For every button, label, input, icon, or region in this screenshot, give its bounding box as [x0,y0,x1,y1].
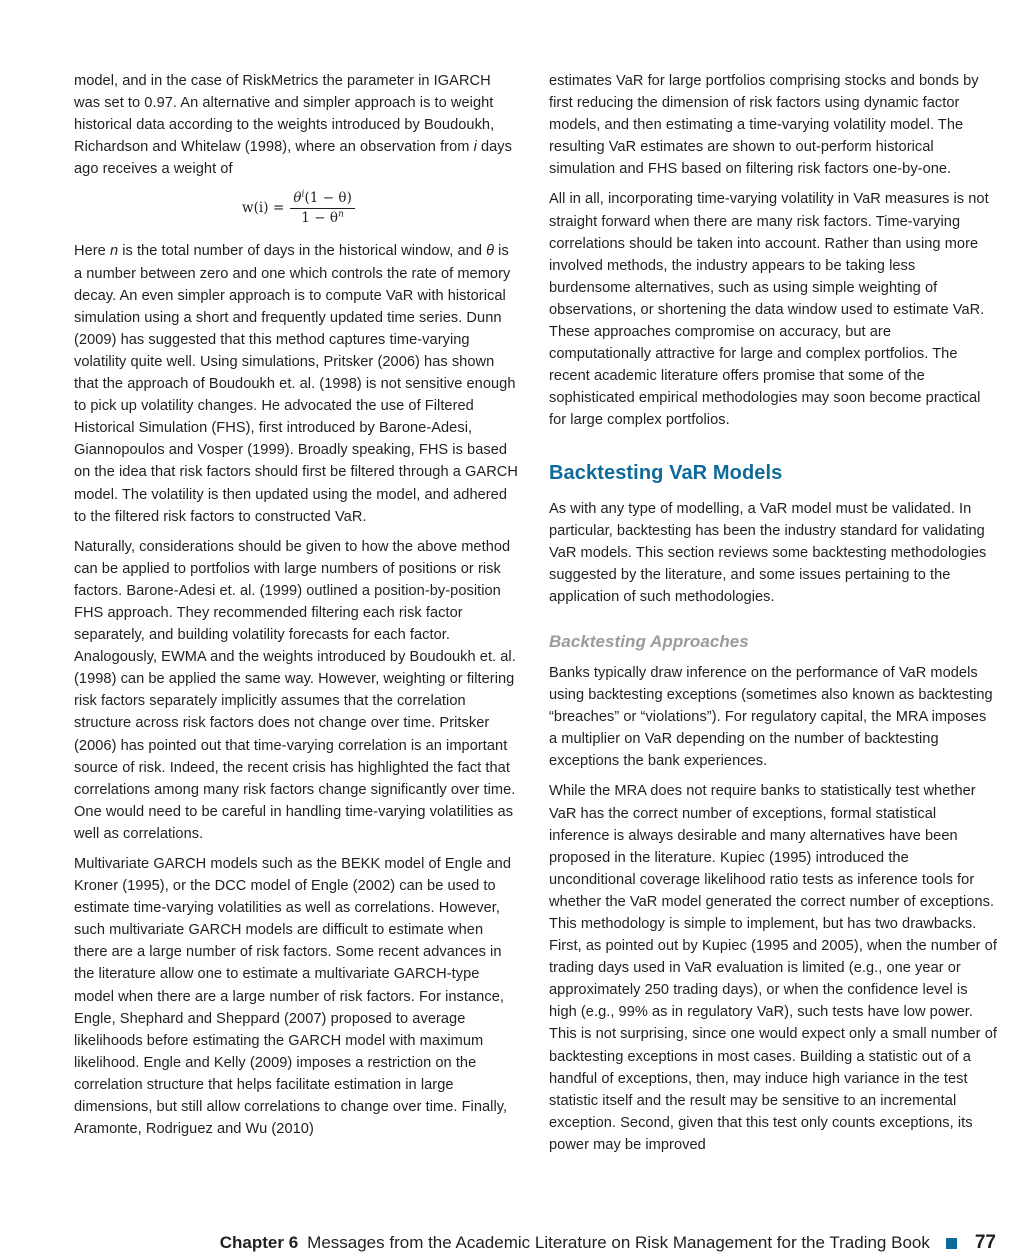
paragraph: All in all, incorporating time-varying volatility in VaR measures is not straight forward when there are many risk factors. Time-varying correlations should be taken into account. Rather than using more involved methods, the industry appears to be taking less burdensome alternatives, such as using simple weighting of observations, or shortening the data window used to estimate VaR. These approaches compromise on accuracy, but are computationally attractive for large and complex portfolios. The recent academic literature offers promise that some of the sophisticated empirical methodologies may soon become practical for large complex portfolios. [549,191,989,429]
chapter-title: Messages from the Academic Literature on Risk Management for the Trading Book [307,1233,930,1252]
paragraph: Multivariate GARCH models such as the BEKK model of Engle and Kroner (1995), or the DCC model of Engle (2002) can be used to estimate time-varying volatilities as well as correlations. However, such multivariate GARCH models are difficult to estimate when there are a large number of risk factors. Some recent advances in the literature allow one to estimate a multivariate GARCH-type model when there are a large number of risk factors. For instance, Engle, Shephard and Sheppard (2007) proposed to average likelihoods before estimating the GARCH model with maximum likelihood. Engle and Kelly (2009) imposes a restriction on the correlation structure that helps facilitate estimation in large dimensions, but still allow correlations to change over time. Finally, Aramonte, Rodriguez and Wu (2010) [74,856,512,1138]
page-footer [170,1232,996,1254]
paragraph: model, and in the case of RiskMetrics the parameter in IGARCH was set to 0.97. An alternative and simpler approach is to weight historical data according to the weights introduced by Boudoukh, Richardson and Whitelaw (1998), where an observation from i days ago receives a weight of [74,73,512,178]
formula-denominator: $1 - \theta^n$ [301,209,344,226]
paragraph: As with any type of modelling, a VaR model must be validated. In particular, backtesting has been the industry standard for validating VaR models. This section reviews some backtesting methodologies suggested by the literature, and some issues pertaining to the application of such methodologies. [549,500,987,605]
subsection-heading: Backtesting Approaches [549,631,749,651]
page-number: 77 [974,1232,996,1253]
formula-numerator: $\theta^i(1 - \theta)$ [290,190,355,209]
chapter-label: Chapter 6 [219,1233,299,1252]
paragraph: Naturally, considerations should be given to how the above method can be applied to portfolios with large numbers of positions or risk factors. Barone-Adesi et. al. (1999) outlined a position-by-position FHS approach. They recommended filtering each risk factor separately, and building volatility forecasts for each factor. Analogously, EWMA and the weights introduced by Boudoukh et. al. (1998) can be applied the same way. However, weighting or filtering risk factors separately implicitly assumes that the correlation structure across risk factors does not change over time. Pritsker (2006) has pointed out that time-varying correlation is an important source of risk. Indeed, the recent crisis has highlighted the fact that correlations among many risk factors change significantly over time. One would need to be careful in handling time-varying volatilities as well as correlations. [74,538,516,842]
right-column [549,70,997,1164]
paragraph: Here n is the total number of days in the historical window, and θ is a number between zero and one which controls the rate of memory decay. An even simpler approach is to compute VaR with historical simulation using a short and frequently updated time series. Dunn (2009) has suggested that this method captures time-varying volatility quite well. Using simulations, Pritsker (2006) has shown that the approach of Boudoukh et. al. (1998) is not sensitive enough to pick up volatility changes. He advocated the use of Filtered Historical Simulation (FHS), first introduced by Barone-Adesi, Giannopoulos and Vosper (1999). Broadly speaking, FHS is based on the idea that risk factors should first be filtered through a GARCH model. The volatility is then updated using the model, and adhered to the filtered risk factors to constructed VaR. [74,243,518,525]
paragraph: estimates VaR for large portfolios comprising stocks and bonds by first reducing the dimension of risk factors using dynamic factor models, and then estimating a time-varying volatility model. The resulting VaR estimates are shown to out-perform historical simulation and FHS based on filtering risk factors one-by-one. [549,73,979,178]
paragraph: Banks typically draw inference on the performance of VaR models using backtesting exceptions (sometimes also known as backtesting “breaches” or “violations”). For regulatory capital, the MRA imposes a multiplier on VaR depending on the number of backtesting exceptions the bank experiences. [549,664,993,770]
section-heading: Backtesting VaR Models [549,461,783,484]
left-column [74,70,520,1148]
weight-formula [242,188,520,228]
formula-fraction [290,190,355,227]
paragraph: While the MRA does not require banks to statistically test whether VaR has the correct number of exceptions, formal statistical inference is always desirable and many alternatives have been proposed in the literature. Kupiec (1995) introduced the unconditional coverage likelihood ratio tests as inference tools for whether the VaR model generated the correct number of exceptions. This methodology is simple to implement, but has two drawbacks. First, as pointed out by Kupiec (1995 and 2005), when the number of trading days used in VaR evaluation is limited (e.g., one year or approximately 250 trading days), or when the confidence level is high (e.g., 99% as in regulatory VaR), such tests have low power. This is not surprising, since one would expect only a small number of backtesting exceptions in most cases. Building a statistic out of a handful of exceptions, then, may induce high variance in the test statistic itself and the result may be sensitive to an incremental exception. Second, given that this test only counts exceptions, its power may be improved [549,783,997,1153]
square-bullet-icon [946,1238,957,1249]
formula-lhs: w(i) = [242,200,285,217]
